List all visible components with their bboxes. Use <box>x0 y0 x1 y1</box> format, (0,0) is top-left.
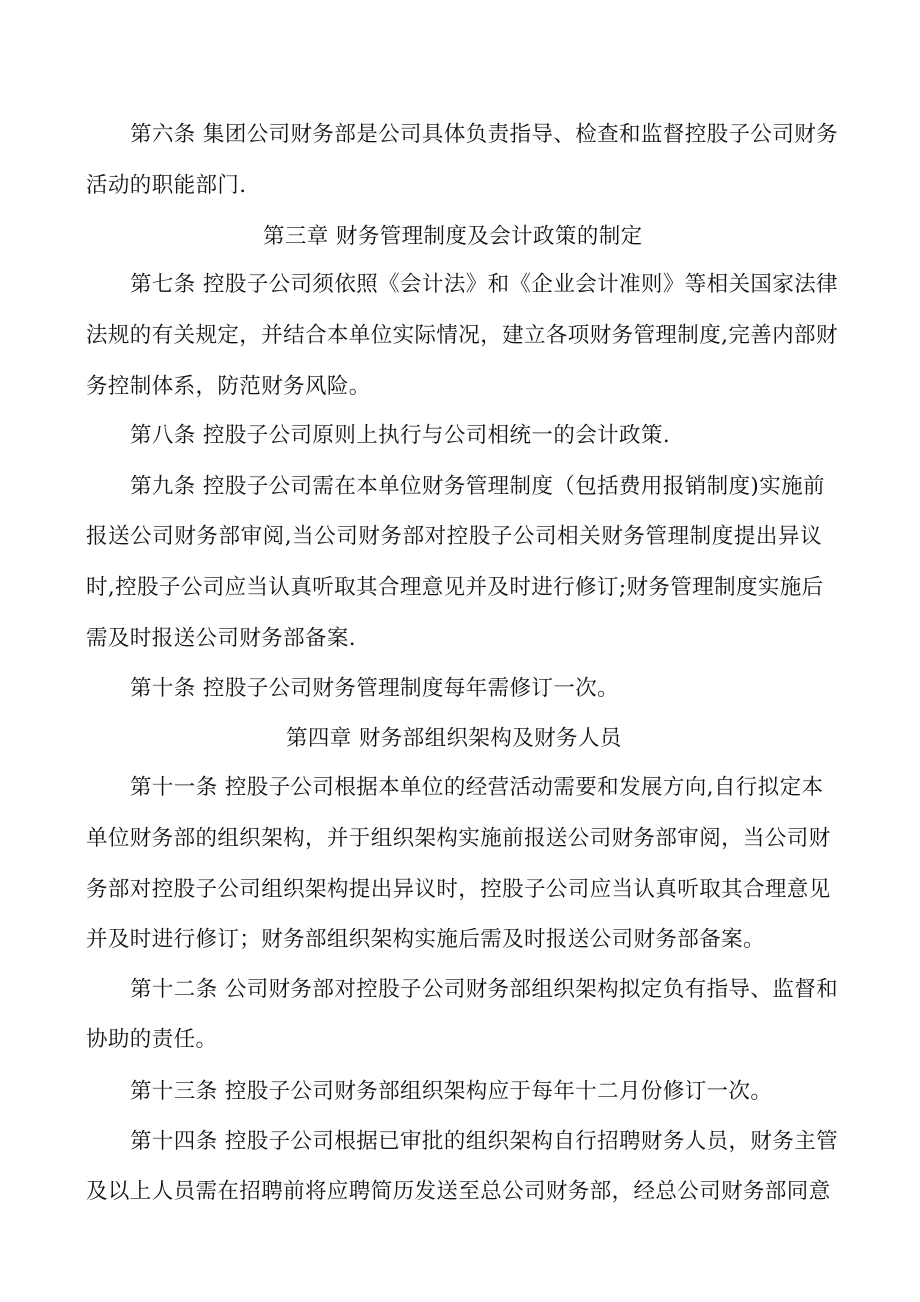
article-11-line-3: 务部对控股子公司组织架构提出异议时，控股子公司应当认真听取其合理意见 <box>86 877 831 902</box>
chapter-3-heading: 第三章 财务管理制度及会计政策的制定 <box>263 224 643 249</box>
article-11-line-1: 第十一条 控股子公司根据本单位的经营活动需要和发展方向,自行拟定本 <box>130 775 824 800</box>
article-12-line-2: 协助的责任。 <box>86 1027 218 1052</box>
article-10-line-1: 第十条 控股子公司财务管理制度每年需修订一次。 <box>130 676 620 701</box>
article-9-line-2: 报送公司财务部审阅,当公司财务部对控股子公司相关财务管理制度提出异议 <box>86 524 822 549</box>
article-6-line-1: 第六条 集团公司财务部是公司具体负责指导、检查和监督控股子公司财务 <box>130 122 839 147</box>
article-12-line-1: 第十二条 公司财务部对控股子公司财务部组织架构拟定负有指导、监督和 <box>130 977 839 1002</box>
article-11-line-4: 并及时进行修订；财务部组织架构实施后需及时报送公司财务部备案。 <box>86 927 765 952</box>
chapter-4-heading: 第四章 财务部组织架构及财务人员 <box>286 726 622 751</box>
article-7-line-1: 第七条 控股子公司须依照《会计法》和《企业会计准则》等相关国家法律 <box>130 272 839 297</box>
article-13-line-1: 第十三条 控股子公司财务部组织架构应于每年十二月份修订一次。 <box>130 1079 773 1104</box>
article-9-line-1: 第九条 控股子公司需在本单位财务管理制度（包括费用报销制度)实施前 <box>130 474 825 499</box>
article-9-line-3: 时,控股子公司应当认真听取其合理意见并及时进行修订;财务管理制度实施后 <box>86 575 824 600</box>
article-7-line-2: 法规的有关规定，并结合本单位实际情况，建立各项财务管理制度,完善内部财 <box>86 323 838 348</box>
article-14-line-1: 第十四条 控股子公司根据已审批的组织架构自行招聘财务人员，财务主管 <box>130 1129 839 1154</box>
article-9-line-4: 需及时报送公司财务部备案. <box>86 626 357 651</box>
article-8-line-1: 第八条 控股子公司原则上执行与公司相统一的会计政策. <box>130 423 671 448</box>
article-7-line-3: 务控制体系，防范财务风险。 <box>86 374 371 399</box>
article-11-line-2: 单位财务部的组织架构，并于组织架构实施前报送公司财务部审阅，当公司财 <box>86 826 831 851</box>
article-6-line-2: 活动的职能部门. <box>86 173 247 198</box>
article-14-line-2: 及以上人员需在招聘前将应聘简历发送至总公司财务部，经总公司财务部同意 <box>86 1179 831 1204</box>
